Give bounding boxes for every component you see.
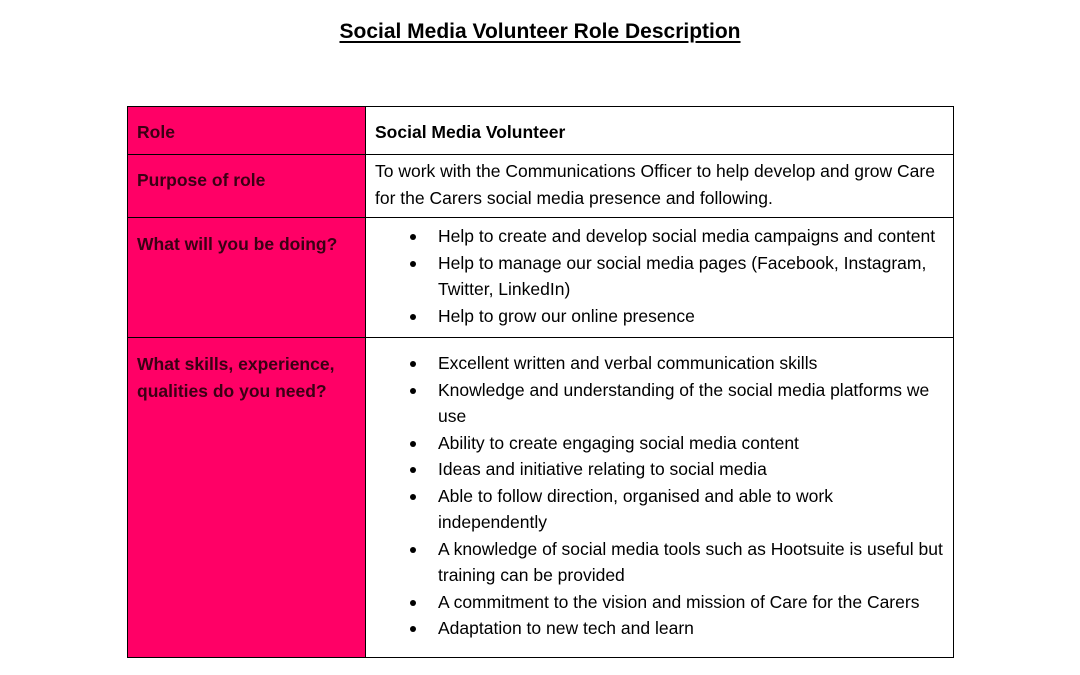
purpose-value: To work with the Communications Officer to help develop and grow Care for the Carers social media presence and following. — [366, 155, 954, 218]
role-value: Social Media Volunteer — [366, 107, 954, 155]
list-item-text: Knowledge and understanding of the social media platforms we use — [438, 379, 930, 426]
list-item-text: Ideas and initiative relating to social media — [438, 459, 767, 479]
bullet-icon — [410, 547, 416, 553]
list-item — [375, 615, 944, 642]
list-item — [375, 456, 944, 483]
table-row-role — [128, 107, 954, 155]
list-item — [375, 589, 944, 616]
purpose-label: Purpose of role — [128, 155, 366, 218]
document-title: Social Media Volunteer Role Description — [339, 20, 741, 43]
list-item — [375, 536, 944, 589]
bullet-icon — [410, 234, 416, 240]
list-item-text: Ability to create engaging social media content — [438, 432, 799, 453]
list-item-text: Adaptation to new tech and learn — [438, 618, 694, 638]
table-row-skills — [128, 338, 954, 658]
skills-label: What skills, experience, qualities do you need? — [128, 338, 366, 658]
bullet-icon — [410, 467, 416, 473]
list-item — [375, 430, 944, 457]
list-item-text: A knowledge of social media tools such as Hootsuite is useful but training can be provided — [438, 538, 943, 585]
list-item — [375, 377, 944, 430]
bullet-icon — [410, 388, 416, 394]
doing-value — [366, 218, 954, 338]
list-item — [375, 250, 944, 303]
skills-value — [366, 338, 954, 658]
bullet-icon — [410, 600, 416, 606]
list-item-text: Help to grow our online presence — [438, 305, 695, 326]
list-item — [375, 350, 944, 377]
list-item-text: Able to follow direction, organised and able to work independently — [438, 485, 833, 532]
bullet-icon — [410, 314, 416, 320]
role-description-table — [127, 106, 954, 658]
list-item-text: A commitment to the vision and mission of Care for the Carers — [438, 591, 920, 612]
bullet-icon — [410, 626, 416, 632]
list-item-text: Help to create and develop social media campaigns and content — [438, 226, 936, 246]
list-item-text: Help to manage our social media pages (Facebook, Instagram, Twitter, LinkedIn) — [438, 252, 927, 299]
skills-list — [375, 350, 944, 642]
bullet-icon — [410, 441, 416, 447]
bullet-icon — [410, 361, 416, 367]
role-label: Role — [128, 107, 366, 155]
doing-label: What will you be doing? — [128, 218, 366, 338]
table-row-purpose — [128, 155, 954, 218]
list-item — [375, 223, 944, 250]
bullet-icon — [410, 261, 416, 267]
doing-list — [375, 223, 944, 329]
table-row-doing — [128, 218, 954, 338]
list-item — [375, 483, 944, 536]
list-item-text: Excellent written and verbal communication skills — [438, 353, 818, 373]
list-item — [375, 303, 944, 330]
bullet-icon — [410, 494, 416, 500]
